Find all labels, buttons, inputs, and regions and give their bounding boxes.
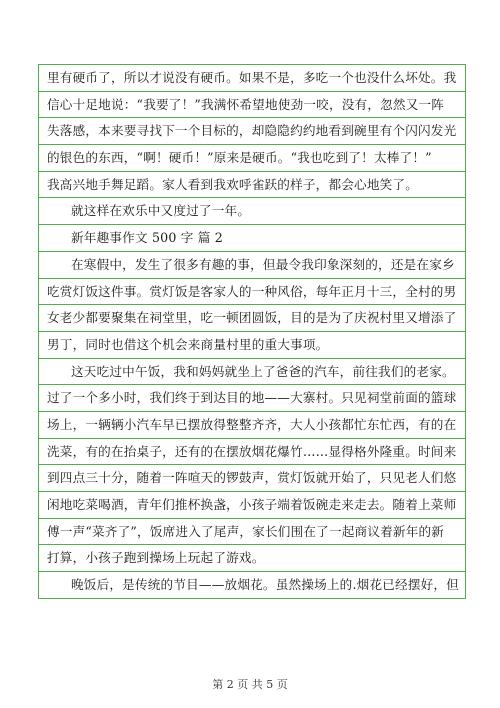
- ruled-page: [38, 64, 466, 599]
- text-line: 傅一声“菜齐了”，饭席进入了尾声，家长们围在了一起商议着新年的新: [39, 519, 465, 546]
- text-line: 过了一个多小时，我们终于到达目的地——大寨村。只见祠堂前面的篮球: [39, 385, 465, 412]
- text-line: 吃赏灯饭这件事。赏灯饭是客家人的一种风俗，每年正月十三，全村的男: [39, 279, 465, 306]
- text-line: 信心十足地说：“我要了！”我满怀希望地使劲一咬，没有，忽然又一阵: [39, 92, 465, 119]
- text-line: 到四点三十分，随着一阵喧天的锣鼓声，赏灯饭就开始了，只见老人们悠: [39, 465, 465, 492]
- page-number: 第 2 页 共 5 页: [212, 678, 288, 691]
- text-line: 场上，一辆辆小汽车早已摆放得整整齐齐，大人小孩都忙东忙西，有的在: [39, 412, 465, 439]
- text-line: 男丁，同时也借这个机会来商量村里的重大事项。: [39, 332, 465, 359]
- text-line: 晚饭后，是传统的节目——放烟花。虽然操场上的.烟花已经摆好，但: [39, 572, 465, 599]
- text-line: 失落感，本来要寻找下一个目标的，却隐隐约约地看到碗里有个闪闪发光: [39, 118, 465, 145]
- text-line: 女老少都要聚集在祠堂里，吃一顿团圆饭，目的是为了庆祝村里又增添了: [39, 305, 465, 332]
- text-line: 的银色的东西，“啊！硬币！”原来是硬币。“我也吃到了！太棒了！”: [39, 145, 465, 172]
- text-line: 这天吃过中午饭，我和妈妈就坐上了爸爸的汽车，前往我们的老家。: [39, 359, 465, 386]
- text-line: 里有硬币了，所以才说没有硬币。如果不是，多吃一个也没什么坏处。我: [39, 65, 465, 92]
- text-line: 我高兴地手舞足蹈。家人看到我欢呼雀跃的样子，都会心地笑了。: [39, 172, 465, 199]
- text-line: 在寒假中，发生了很多有趣的事，但最令我印象深刻的，还是在家乡: [39, 252, 465, 279]
- text-line: 洗菜，有的在抬桌子，还有的在摆放烟花爆竹……显得格外隆重。时间来: [39, 439, 465, 466]
- text-line: 闲地吃菜喝酒，青年们推杯换盏，小孩子端着饭碗走来走去。随着上菜师: [39, 492, 465, 519]
- text-line: 打算，小孩子跑到操场上玩起了游戏。: [39, 545, 465, 572]
- text-line: 就这样在欢乐中又度过了一年。: [39, 198, 465, 225]
- text-line: 新年趣事作文 500 字 篇 2: [39, 225, 465, 252]
